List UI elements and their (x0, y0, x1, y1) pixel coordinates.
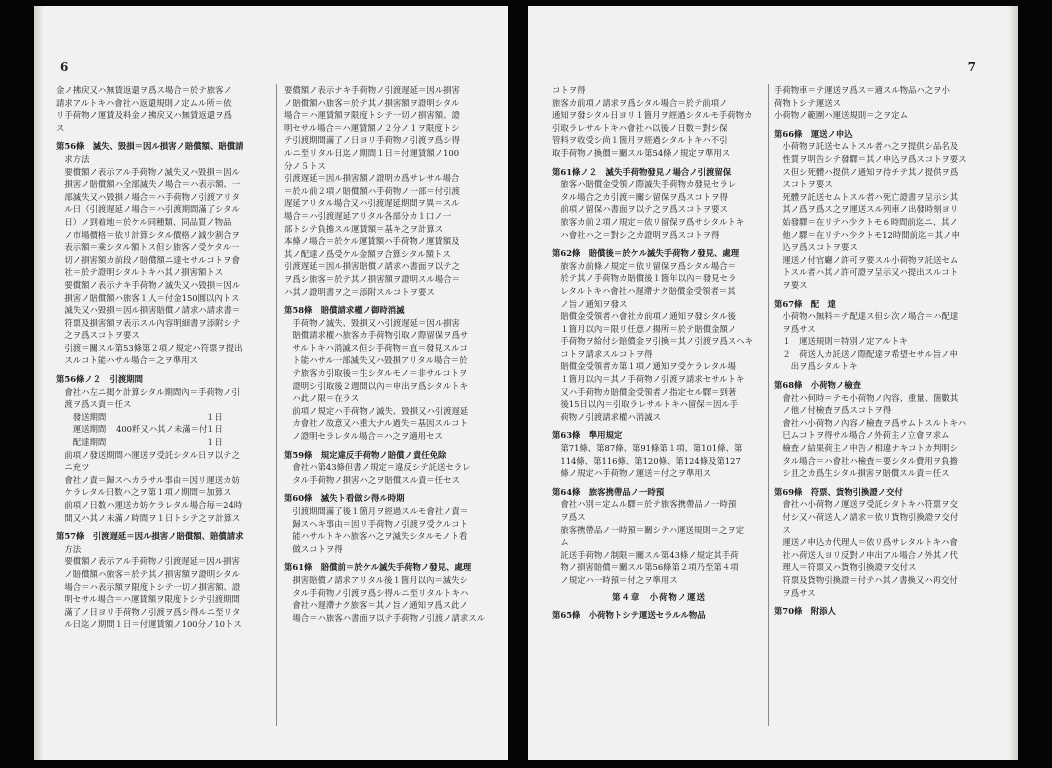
text-line: タル場合之カ引渡＝關シ留保ヲ爲スコトヲ得 (552, 191, 728, 202)
text-line: 運送ノ付官廳ノ許可ヲ要スル小荷物ヲ託送セム (774, 254, 959, 265)
text-line: 社＝於テ證明シタルトキハ其ノ損害額トス (56, 267, 224, 278)
table-cell: １日 (206, 437, 223, 448)
text-line: １箇月以內＝其ノ手荷物ノ引渡ヲ請求セサルトキ (552, 374, 745, 385)
article-heading: 第61條ノ２ 滅失手荷物發見ノ場合ノ引渡留保 (552, 166, 732, 177)
text-line: ノ賠償額ハ旅客＝於テ其ノ損害額ヲ證明シタル (56, 568, 240, 579)
column-divider (276, 84, 277, 726)
text-line: 荷物トシテ運送ス (774, 97, 841, 108)
text-line: タル場合＝ハ會社ハ檢査＝要シタル費用ヲ負擔 (774, 455, 958, 466)
text-line: 表示額＝乘シタル額トス但シ旅客ノ受ケタル一 (56, 242, 240, 253)
article-heading: 第70條 附添人 (774, 606, 836, 617)
text-line: ハ其ノ證明書ヲ之＝添附スルコトヲ要ス (284, 286, 435, 297)
text-line: 其ノ爲ヲ爲ス之ヲ運送スル列車ノ出發時刻ヨリ (774, 204, 959, 215)
text-line: 手荷物車＝テ運送ヲ爲ス＝適スル物品ハ之ヲ小 (774, 85, 950, 95)
text-line: 要償額ノ表示アル手荷物ノ滅失又ハ毀損＝因ル (56, 166, 240, 177)
text-line: 巳ムコトヲ得サル場合ノ外荷主ノ立會ヲ求ム (774, 430, 950, 441)
text-line: 會社ハ別＝定ムル驛＝於テ旅客携帶品ノ一時預 (552, 499, 737, 510)
text-line: 遅延アリタル場合又ハ引渡遅延期間ヲ異＝スル (284, 198, 460, 209)
text-line: 後15日以內＝引取ラレサルトキハ留保＝因ル手 (552, 399, 739, 410)
text-line: ス (774, 524, 791, 535)
text-line: 符票及損害額ヲ表示スル內容明細書ヲ添附シテ (56, 317, 241, 328)
text-line: レタルトキハ會社ハ遅滯ナク賠償金受領者＝其 (552, 285, 736, 296)
text-line: 明セサル場合＝ハ運賃額ヲ限度トシテ引渡期間 (56, 594, 240, 605)
text-line: 込ヲ爲スコトヲ要ス (774, 242, 858, 253)
text-line: ル日迄ノ期間１日＝付運賃額ノ100分ノ10トス (56, 619, 242, 630)
text-line: 前項ノ日数ハ運送カ妨ケラレタル場合毎＝24時 (56, 500, 243, 510)
text-line: 日）ノ到着地＝於ケル同種類、同品質ノ物品 (56, 216, 232, 227)
table-row (56, 436, 268, 449)
text-line: コトヲ請求スルコトヲ得 (552, 348, 653, 359)
text-line: ハ會社ハ之＝對シ之カ證明ヲ爲スコトヲ得 (552, 229, 720, 240)
text-line: 之ヲ爲スコトヲ要ス (56, 330, 140, 341)
text-line: ケラレタル日数ハ之ヲ第１項ノ期間＝加算ス (56, 487, 232, 498)
text-line: テ旅客カ引取後＝生シタルモノ＝非サルコトヲ (284, 368, 468, 379)
text-line: タル手荷物ノ引渡ヲ爲シ得ルニ至リタルトキハ (284, 587, 469, 598)
text-column (552, 84, 766, 622)
text-line: 會社ハ遅滯ナク旅客＝其ノ旨ノ通知ヲ爲ス此ノ (284, 600, 468, 611)
article-heading: 第67條 配 達 (774, 298, 836, 309)
text-line: 賠償金受領者ハ會社カ前項ノ通知ヲ發シタル後 (552, 311, 736, 322)
text-line: シ且之カ爲生シタル損害ヲ賠償スル責＝任ス (774, 468, 950, 479)
page-shadow (1008, 6, 1018, 760)
text-line: 114條、第116條、第120條、第124條及第127 (552, 455, 741, 466)
text-line: トスル者ハ其ノ許可證ヲ呈示又ハ提出スルコト (774, 267, 959, 278)
text-line: １箇月以內＝限リ任意ノ揚所＝於テ賠償金額ノ (552, 323, 737, 334)
table-cell: 發送期間 (56, 411, 107, 422)
text-line: 損害賠償ノ請求アリタル後１箇月以內＝滅失シ (284, 574, 468, 585)
text-line: 始發驛＝在リテハ少クトモ６時間前迄ニ、其ノ (774, 216, 958, 227)
text-line: 檢査ノ結果荷主ノ申告ノ相違ナキコトカ判明シ (774, 443, 958, 454)
text-line: 條ノ規定ハ手荷物ノ運送＝付之ヲ準用ス (552, 468, 712, 479)
text-line: 他ノ驛＝在リテハ少クトモ12時間前迄＝其ノ申 (774, 229, 960, 240)
text-line: 符票及貨物引換證＝付テハ其ノ書換又ハ再交付 (774, 574, 958, 585)
text-line: ス但シ死體ハ提供ノ通知ヲ待チテ其ノ提供ヲ爲 (774, 166, 959, 177)
article-heading: 第66條 運送ノ申込 (774, 128, 853, 139)
text-line: テ引渡期間滿了ノ日ヨリ手荷物ノ引渡ヲ爲シ得 (284, 135, 460, 146)
text-line: ノ規定ハ一時預＝付之ヲ準用ス (552, 574, 678, 585)
article-heading: 第62條 賠償後＝於ケル滅失手荷物ノ發見、處理 (552, 248, 740, 259)
text-line: 明セサル場合＝ハ運賃額ノ２分ノ１ヲ限度トシ (284, 122, 460, 133)
text-column (284, 84, 494, 624)
chapter-heading: 第４章 小荷物ノ運送 (612, 591, 706, 602)
text-line: ト能ハサル一部滅失又ハ毀損アリタル場合＝於 (284, 355, 468, 366)
text-line: 引取ラレサルトキハ會社ハ以後ノ日数＝對シ保 (552, 122, 728, 133)
text-line: 歸スヘキ事由＝因リ手荷物ノ引渡ヲ受クルコト (284, 518, 468, 529)
article-heading: 第56條 滅失、毀損＝因ル損害ノ賠償額、賠償請 (56, 141, 244, 152)
table-cell: １日 (206, 424, 223, 435)
text-line: 小荷物ヲ託送セムトスル者ハ之ヲ提供シ品名及 (774, 141, 959, 152)
article-heading: 第68條 小荷物ノ檢査 (774, 380, 862, 391)
text-line: 會社ハ左ニ掲ケ計算シタル期間內＝手荷物ノ引 (56, 386, 240, 397)
text-line: 引渡遅延＝因ル損害賠償ノ請求ハ書面ヲ以テ之 (284, 261, 460, 272)
text-line: 前項ノ規定ハ手荷物ノ滅失、毀損又ハ引渡遅延 (284, 405, 469, 416)
text-line: 管料ヲ收受シ尚１箇月ヲ經過シタルトキハ不引 (552, 135, 728, 146)
text-line: 物ノ損害賠償＝關スル第56條第２項乃至第４項 (552, 562, 739, 573)
text-line: １ 運送規則＝特別ノ定アルトキ (774, 336, 908, 347)
text-line: 方法 (56, 543, 82, 554)
text-line: 賠償金受領者カ第１項ノ通知ヲ受ケラレタル場 (552, 361, 736, 372)
text-line: 通知ヲ發シタル日ヨリ１箇月ヲ經過シタルモ手荷物カ (552, 110, 753, 121)
text-line: リ手荷物ノ運賃及料金ノ拂戻又ハ無賃返還ヲ爲 (56, 110, 232, 121)
text-line: 切ノ損害額カ前段ノ賠償額ニ達セサルコトヲ會 (56, 254, 240, 265)
text-line: コトヲ得 (552, 85, 586, 95)
text-line: 小荷物ノ範圍ハ運送規則＝之ヲ定ム (774, 110, 908, 121)
text-line: 性質ヲ明告シテ發驛＝其ノ申込ヲ爲スコトヲ要ス (774, 153, 967, 164)
text-line: 取手荷物ノ換價＝關スル第54條ノ規定ヲ準用ス (552, 147, 731, 158)
text-line: 求方法 (56, 153, 90, 164)
text-line: ニ充ツ (56, 462, 90, 473)
text-line: 荷物ノ引渡請求權ハ消滅ス (552, 411, 661, 422)
text-line: 付シ又ハ荷送人ノ請求＝依リ貨物引換證ヲ交付 (774, 512, 959, 522)
text-line: 於テ其ノ手荷物カ賠償後１箇年以內＝發見セラ (552, 273, 737, 284)
left-page (34, 6, 508, 760)
text-line: スコトヲ要ス (774, 179, 833, 190)
text-line: 滿了ノ日ヨリ手荷物ノ引渡ヲ爲シ得ルニ至リタ (56, 606, 241, 617)
text-line: 旅客カ前２項ノ規定＝依リ留保ヲ爲サシタルトキ (552, 216, 745, 227)
text-line: 死體ヲ託送セムトスル者ハ死亡證書ヲ呈示シ其 (774, 191, 959, 202)
table-cell (116, 436, 206, 449)
text-line: 間又ハ其ノ未滿ノ時間ヲ１日トシテ之ヲ計算ス (56, 512, 241, 523)
text-line: 要償額ノ表示アル手荷物ノ引渡遅延＝因ル損害 (56, 556, 240, 567)
text-line: 託送手荷物ノ制限＝關スル第43條ノ規定其手荷 (552, 549, 739, 560)
text-line: サルトキハ消滅ス但シ手荷物＝直＝發見スルコ (284, 342, 468, 353)
article-heading: 第64條 旅客携帶品ノ一時預 (552, 486, 665, 497)
article-heading: 第63條 準用規定 (552, 430, 623, 441)
text-line: 旅客携帶品ノ一時預＝關シテハ運送規則＝之ヲ定 (552, 524, 745, 535)
text-line: 部滅失又ハ毀損ノ場合＝ハ手荷物ノ引渡アリタ (56, 191, 240, 202)
text-line: 社ハ荷送人ヨリ反對ノ申出アル場合ノ外其ノ代 (774, 549, 958, 560)
text-line: 會社ハ小荷物ノ內容ノ檢査ヲ爲サムトスルトキハ (774, 417, 967, 428)
text-line: 會社ハ小荷物ノ運送ヲ受託シタトキハ符票ヲ交 (774, 499, 958, 510)
text-line: 引渡＝關スル第53條第２項ノ規定ハ符票ヲ提出 (56, 342, 243, 353)
text-line: 滅失又ハ毀損＝因ル損害賠償ノ請求ハ請求書＝ (56, 305, 241, 316)
column-divider (768, 84, 769, 726)
text-line: 引渡期間滿了後１箇月ヲ經過スルモ會社ノ責＝ (284, 506, 469, 516)
text-line: 場合＝ハ表示額ヲ限度トシテ一切ノ損害額、證 (56, 581, 241, 592)
text-line: ノ賠償額ハ旅客＝於テ其ノ損害額ヲ證明シタル (284, 97, 460, 108)
text-line: ヲ爲ス (552, 512, 586, 522)
text-line: ヲ要ス (774, 279, 808, 290)
page-number: 6 (60, 60, 69, 74)
text-line: 要償額ノ表示ナキ手荷物ノ滅失又ハ毀損＝因ル (56, 279, 241, 290)
text-line: ヲ爲サス (774, 587, 816, 598)
text-line: 分ノ５トス (284, 160, 326, 171)
table-cell: １日 (206, 411, 223, 422)
text-line: 會社ハ何時＝テモ小荷物ノ內容、重量、箇數其 (774, 392, 959, 403)
text-line: 手荷物ノ滅失、毀損又ハ引渡遅延＝因ル損害 (284, 317, 460, 328)
text-line: 引渡遅延＝因ル損害額ノ證明カ爲サレサル場合 (284, 173, 460, 184)
text-line: カ會社ノ故意又ハ重大ナル過失＝基因スルコト (284, 418, 468, 429)
text-line: 金ノ拂戻又ハ無賃返還ヲ爲ス場合＝於テ旅客ノ (56, 85, 232, 95)
text-line: 其ノ配達ノ爲受ケル金額ヲ合算シタル額トス (284, 248, 451, 259)
text-line: 要償額ノ表示ナキ手荷物ノ引渡遅延＝因ル損害 (284, 85, 460, 95)
text-line: ノ證明セラレタル場合＝ハ之ヲ適用セス (284, 431, 443, 442)
text-line: 賠償請求權ハ旅客カ手荷物引取ノ際留保ヲ爲サ (284, 330, 469, 341)
text-line: ノ市場價格＝依リ計算シタル價格ノ減少割合ヲ (56, 229, 240, 240)
text-line: 損害ノ賠償額ハ全部滅失ノ場合＝ハ表示額、一 (56, 179, 241, 190)
right-page (528, 6, 1018, 760)
text-line: 理人＝符票又ハ貨物引換證ヲ交付ス (774, 562, 917, 573)
text-line: 旅客カ前項ノ請求ヲ爲シタル場合＝於テ前項ノ (552, 97, 728, 108)
text-line: ス (56, 122, 65, 133)
text-line: 出ヲ爲シタルトキ (774, 361, 858, 372)
text-line: ルニ至リタル日迄ノ期間１日＝付運賃額ノ100 (284, 147, 460, 158)
article-heading: 第59條 規定違反手荷物ノ賠償ノ責任免除 (284, 449, 447, 460)
page-number: 7 (967, 60, 976, 74)
text-line: 做スコトヲ得 (284, 543, 343, 554)
text-line: 場合＝ハ旅客ハ書面ヲ以テ手荷物ノ引渡ノ請求スル (284, 612, 485, 623)
text-line: 會社ハ第43條但書ノ規定＝違反シテ託送セラレ (284, 462, 471, 473)
text-line: 部トシテ負擔スル運賃額＝基キ之ヲ計算ス (284, 223, 444, 234)
table-cell: 400粁又ハ其ノ未滿＝付 (116, 424, 208, 435)
text-line: 旅客カ前條ノ規定＝依リ留保ヲ爲シタル場合＝ (552, 260, 736, 271)
text-line: ヲ爲サス (774, 323, 816, 334)
text-line: 前項ノ留保ハ書面ヲ以テ之ヲ爲スコトヲ要ス (552, 204, 728, 215)
text-line: 手荷物ヲ給付シ賠償金ヲ引換＝其ノ引渡ヲ爲スヘキ (552, 336, 753, 347)
page-shadow (34, 6, 44, 760)
article-heading: 第58條 賠償請求權ノ御時消滅 (284, 305, 405, 316)
text-line: ム (552, 537, 569, 548)
article-heading: 第57條 引渡遅延＝因ル損害ノ賠償額、賠償請求 (56, 531, 244, 542)
text-line: 會社ノ責＝歸スヘカラサル事由＝因リ運送カ妨 (56, 474, 240, 485)
text-line: タル手荷物ノ損害ハ之ヲ賠償スル責＝任セス (284, 474, 460, 485)
text-line: 場合＝ハ運賃額ヲ限度トシテ一切ノ損害額、證 (284, 110, 460, 121)
text-line: ＝於ル前２項ノ賠償額ハ手荷物ノ一部＝付引渡 (284, 185, 460, 196)
text-line: 第71條、第87條、第91條第１項、第101條、第 (552, 443, 743, 454)
text-line: 本條ノ場合＝於ケル運賃額ハ手荷物ノ運賃額及 (284, 236, 460, 247)
table-cell (116, 411, 206, 424)
text-line: 運送ノ申込カ代理人＝依リ爲サレタルトキハ會 (774, 537, 958, 548)
text-line: 渡ヲ爲ス責＝任ス (56, 399, 132, 410)
table-row (56, 423, 268, 436)
table-cell: 運送期間 (56, 424, 107, 435)
text-line: ヲ爲シ旅客＝於テ其ノ損害額ヲ證明スル場合＝ (284, 273, 460, 284)
text-line: 請求アルトキハ會社ハ返還規則ノ定ムル所＝依 (56, 97, 232, 108)
article-heading: 第60條 滅失ト看做シ得ル時期 (284, 493, 405, 504)
text-line: ノ他ノ付檢査ヲ爲スコトヲ得 (774, 405, 892, 416)
article-heading: 第56條ノ２ 引渡期間 (56, 374, 144, 385)
text-line: 證明シ引取後２週間以內＝申出ヲ爲シタルトキ (284, 380, 468, 391)
text-line: ノ旨ノ通知ヲ發ス (552, 298, 628, 309)
text-line: 前項ノ發送期間ハ運送ヲ受託シタル日ヲ以テ之 (56, 449, 240, 460)
article-heading: 第69條 符票、貨物引換證ノ交付 (774, 486, 903, 497)
text-column (774, 84, 986, 618)
text-line: 能ハサルトキハ旅客ハ之ヲ滅失シタルモノト看 (284, 531, 468, 542)
text-column (56, 84, 268, 631)
text-line: ハ此ノ限＝在ラス (284, 393, 360, 404)
text-line: 又ハ手荷物カ賠償金受領者ノ指定セル驛＝到著 (552, 386, 737, 397)
text-line: スルコト能ハサル場合＝之ヲ準用ス (56, 355, 198, 366)
text-line: 場合＝ハ引渡遅延アリタル各部分カ１口ノ一 (284, 210, 452, 221)
table-row (56, 411, 268, 424)
text-line: 損害ノ賠償額ハ旅客１人＝付金150圓以內トス (56, 292, 240, 303)
article-heading: 第61條 賠償前＝於ケル滅失手荷物ノ發見、處理 (284, 562, 472, 573)
text-line: 小荷物ハ無料＝テ配達ス但シ次ノ場合＝ハ配達 (774, 311, 959, 322)
text-line: ル日（引渡遅延ノ場合＝ハ引渡期間滿了シタル (56, 204, 240, 215)
article-heading: 第65條 小荷物トシテ運送セラルル物品 (552, 610, 706, 621)
table-cell: 配達期間 (56, 437, 107, 448)
text-line: 旅客ハ賠償金受領ノ際滅失手荷物カ發見セラレ (552, 179, 737, 190)
text-line: ２ 荷送人カ託送ノ際配達ヲ希望セサル旨ノ申 (774, 348, 958, 359)
